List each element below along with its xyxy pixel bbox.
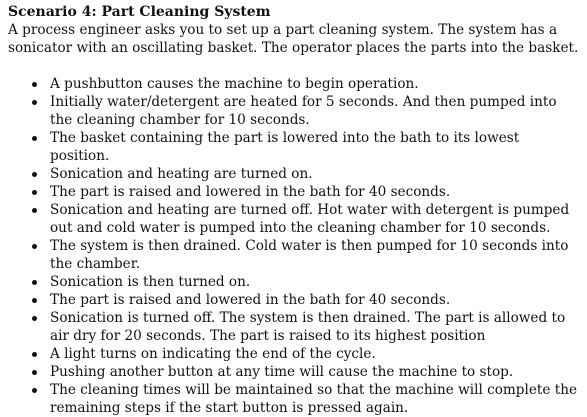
- step-text: A pushbutton causes the machine to begin operation.: [50, 76, 419, 92]
- step-text: Sonication and heating are turned on.: [50, 166, 313, 182]
- step-text: Pushing another button at any time will cause the machine to stop.: [50, 364, 514, 380]
- step-text: The system is then drained. Cold water is then pumped for 10 seconds into the chamber.: [50, 238, 569, 272]
- step-text: Sonication is then turned on.: [50, 274, 251, 290]
- bullet-icon: [32, 352, 37, 357]
- list-item: [8, 291, 581, 309]
- list-item: [8, 129, 581, 165]
- bullet-icon: [32, 208, 37, 213]
- step-text: The part is raised and lowered in the bath for 40 seconds.: [50, 292, 451, 308]
- list-item: [8, 363, 581, 381]
- bullet-icon: [32, 190, 37, 195]
- intro-paragraph: A process engineer asks you to set up a part cleaning system. The system has a sonicator with an oscillating basket. The operator places the parts into the basket.: [8, 22, 579, 56]
- step-text: The cleaning times will be maintained so that the machine will complete the remaining steps if the start button is pressed again.: [50, 382, 577, 416]
- bullet-icon: [32, 82, 37, 87]
- list-item: [8, 309, 581, 345]
- list-item: [8, 201, 581, 237]
- list-item: [8, 183, 581, 201]
- step-text: The part is raised and lowered in the bath for 40 seconds.: [50, 184, 451, 200]
- bullet-icon: [32, 136, 37, 141]
- bullet-icon: [32, 298, 37, 303]
- list-item: [8, 273, 581, 291]
- bullet-icon: [32, 244, 37, 249]
- scenario-title: Scenario 4: Part Cleaning System: [8, 4, 271, 20]
- list-item: [8, 237, 581, 273]
- list-item: [8, 381, 581, 417]
- step-text: Sonication and heating are turned off. Hot water with detergent is pumped out and cold water is pumped into the cleaning chamber for 10 seconds.: [50, 202, 570, 236]
- bullet-icon: [32, 100, 37, 105]
- step-text: Sonication is turned off. The system is then drained. The part is allowed to air dry for 20 seconds. The part is raised to its highest position: [50, 310, 566, 344]
- list-item: [8, 93, 581, 129]
- bullet-icon: [32, 316, 37, 321]
- steps-list: [8, 75, 581, 417]
- list-item: [8, 75, 581, 93]
- step-text: Initially water/detergent are heated for 5 seconds. And then pumped into the cleaning chamber for 10 seconds.: [50, 94, 557, 128]
- list-item: [8, 165, 581, 183]
- step-text: A light turns on indicating the end of the cycle.: [50, 346, 376, 362]
- bullet-icon: [32, 370, 37, 375]
- list-item: [8, 345, 581, 363]
- bullet-icon: [32, 388, 37, 393]
- step-text: The basket containing the part is lowered into the bath to its lowest position.: [50, 130, 520, 164]
- bullet-icon: [32, 172, 37, 177]
- bullet-icon: [32, 280, 37, 285]
